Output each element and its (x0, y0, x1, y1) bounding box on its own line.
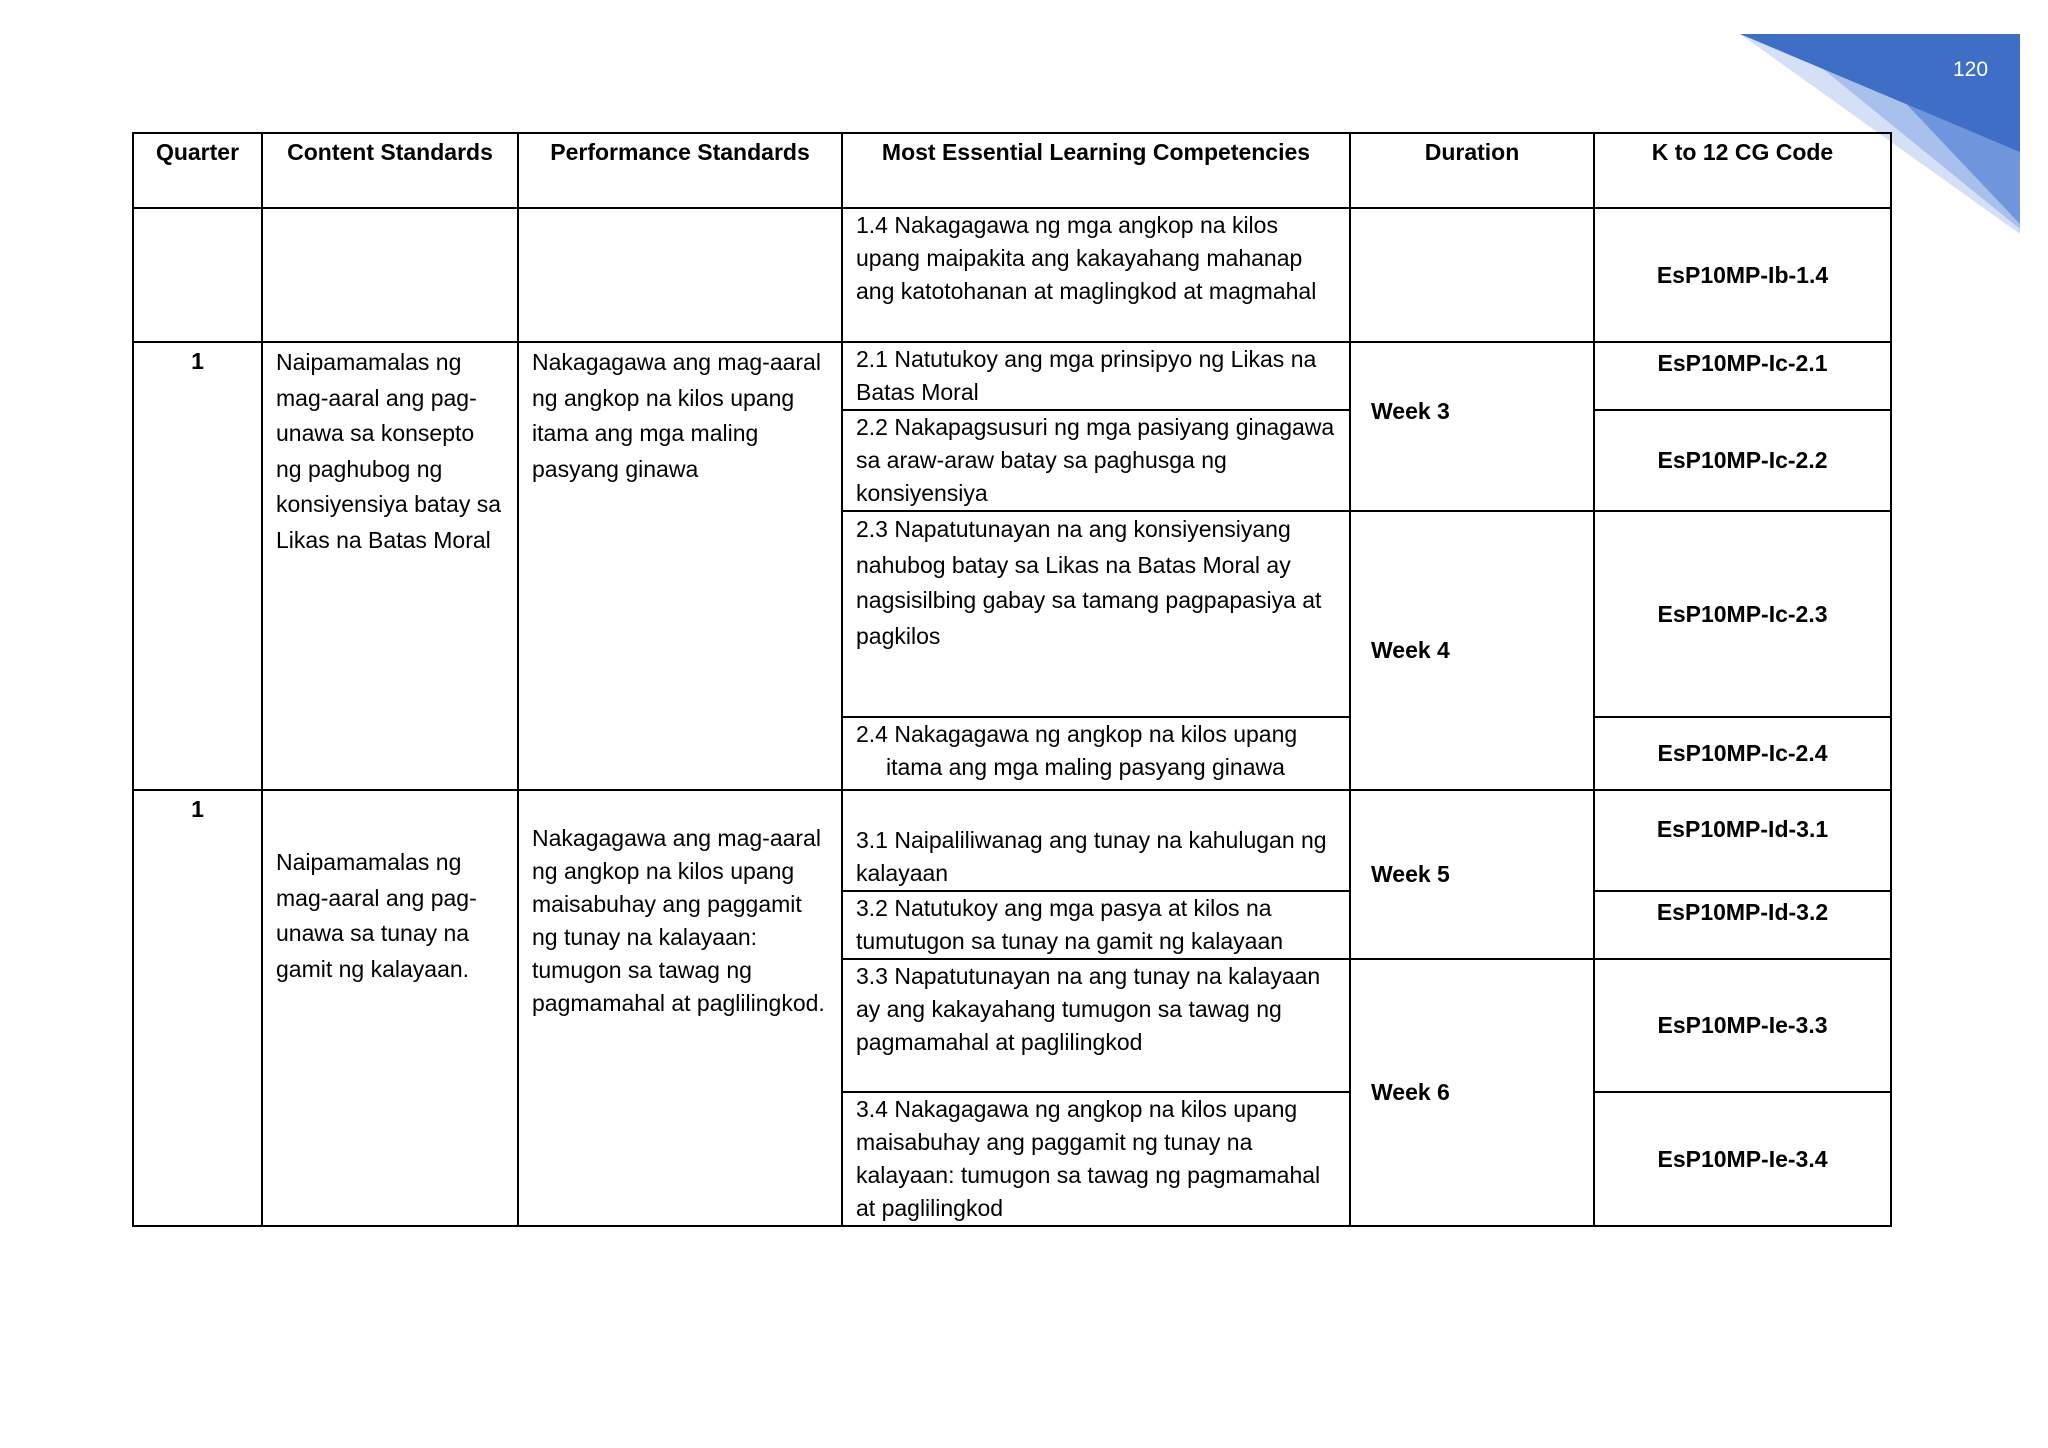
header-quarter: Quarter (133, 133, 262, 208)
code-cell: EsP10MP-Ic-2.3 (1594, 511, 1891, 717)
code-cell: EsP10MP-Ic-2.4 (1594, 717, 1891, 790)
table-row (133, 790, 1891, 891)
competency-cell (842, 410, 1350, 511)
content-standard-cell (262, 342, 518, 790)
competency-2-4: 2.4 Nakagagawa ng angkop na kilos upang itama ang mga maling pasyang ginawa (856, 721, 1298, 780)
quarter-value: 1 (191, 348, 204, 374)
content-standard-cell (262, 790, 518, 1226)
competency-3-2: 3.2 Natutukoy ang mga pasya at kilos na tumutugon sa tunay na gamit ng kalayaan (856, 895, 1284, 954)
competency-cell (842, 342, 1350, 410)
competency-cell (842, 1092, 1350, 1226)
curriculum-table (132, 132, 1892, 1227)
competency-1-4: 1.4 Nakagagawa ng mga angkop na kilos upang maipakita ang kakayahang mahanap ang katotohanan at maglingkod at magmahal (856, 212, 1317, 304)
performance-standard-3: Nakagagawa ang mag-aaral ng angkop na kilos upang maisabuhay ang paggamit ng tunay na kalayaan: tumugon sa tawag ng pagmamahal at paglilingkod. (532, 825, 825, 1016)
table-row (133, 208, 1891, 342)
competency-cell (842, 208, 1350, 342)
table-header-row (133, 133, 1891, 208)
code-cell: EsP10MP-Ic-2.1 (1594, 342, 1891, 410)
performance-cell-empty (518, 208, 842, 342)
header-duration: Duration (1350, 133, 1594, 208)
performance-standard-cell (518, 342, 842, 790)
competency-2-1: 2.1 Natutukoy ang mga prinsipyo ng Likas na Batas Moral (856, 346, 1317, 405)
duration-week-3: Week 3 (1350, 342, 1594, 511)
duration-week-6: Week 6 (1350, 959, 1594, 1226)
competency-cell (842, 891, 1350, 959)
code-cell: EsP10MP-Ib-1.4 (1594, 208, 1891, 342)
competency-cell (842, 790, 1350, 891)
performance-standard-2: Nakagagawa ang mag-aaral ng angkop na kilos upang itama ang mga maling pasyang ginawa (532, 349, 821, 482)
competency-cell (842, 511, 1350, 717)
quarter-cell-empty (133, 208, 262, 342)
performance-standard-cell (518, 790, 842, 1226)
table-row (133, 342, 1891, 410)
header-performance-standards: Performance Standards (518, 133, 842, 208)
competency-3-3: 3.3 Napatutunayan na ang tunay na kalayaan ay ang kakayahang tumugon sa tawag ng pagmamahal at paglilingkod (856, 963, 1321, 1055)
header-competencies: Most Essential Learning Competencies (842, 133, 1350, 208)
competency-cell (842, 959, 1350, 1092)
quarter-value: 1 (191, 796, 204, 822)
competency-3-4: 3.4 Nakagagawa ng angkop na kilos upang maisabuhay ang paggamit ng tunay na kalayaan: tumugon sa tawag ng pagmamahal at paglilingkod (856, 1096, 1321, 1221)
competency-cell (842, 717, 1350, 790)
duration-week-4: Week 4 (1350, 511, 1594, 790)
competency-2-2: 2.2 Nakapagsusuri ng mga pasiyang ginagawa sa araw-araw batay sa paghusga ng konsiyensiya (856, 414, 1335, 506)
header-cg-code: K to 12 CG Code (1594, 133, 1891, 208)
competency-2-3: 2.3 Napatutunayan na ang konsiyensiyang nahubog batay sa Likas na Batas Moral ay nagsisilbing gabay sa tamang pagpapasiya at pagkilos (856, 516, 1322, 649)
content-cell-empty (262, 208, 518, 342)
duration-cell-empty (1350, 208, 1594, 342)
code-cell: EsP10MP-Ie-3.3 (1594, 959, 1891, 1092)
content-standard-3: Naipamamalas ng mag-aaral ang pag-unawa sa tunay na gamit ng kalayaan. (276, 849, 477, 982)
code-cell: EsP10MP-Id-3.2 (1594, 891, 1891, 959)
competency-3-1: 3.1 Naipaliliwanag ang tunay na kahulugan ng kalayaan (856, 827, 1327, 886)
content-standard-2: Naipamamalas ng mag-aaral ang pag-unawa sa konsepto ng paghubog ng konsiyensiya batay sa Likas na Batas Moral (276, 349, 502, 553)
code-cell: EsP10MP-Id-3.1 (1594, 790, 1891, 891)
header-content-standards: Content Standards (262, 133, 518, 208)
quarter-cell (133, 790, 262, 1226)
page-number: 120 (1953, 58, 1989, 81)
duration-week-5: Week 5 (1350, 790, 1594, 959)
code-cell: EsP10MP-Ie-3.4 (1594, 1092, 1891, 1226)
code-cell: EsP10MP-Ic-2.2 (1594, 410, 1891, 511)
quarter-cell (133, 342, 262, 790)
